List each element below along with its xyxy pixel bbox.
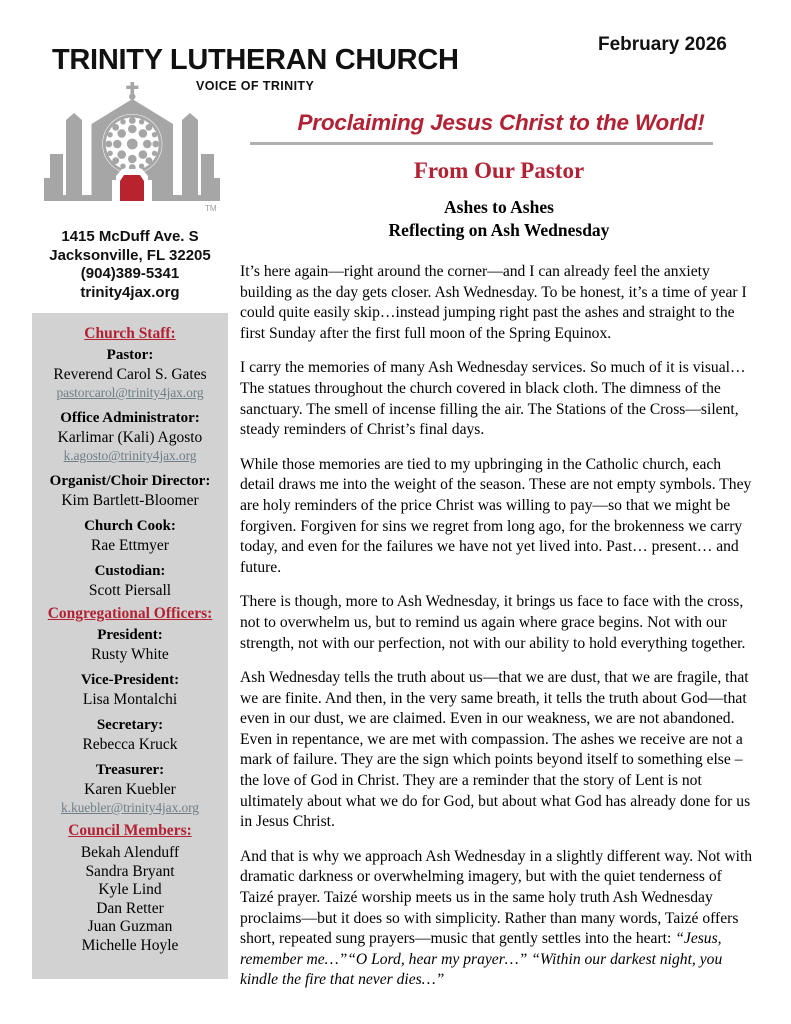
final-paragraph-quotes: “Jesus, remember me…”“O Lord, hear my prayer…” “Within our darkest night, you kindle the fire that never dies…” xyxy=(240,930,723,989)
article-title xyxy=(240,196,758,242)
main-article-column xyxy=(240,110,758,991)
article-paragraph: I carry the memories of many Ash Wednesday services. So much of it is visual…The statues throughout the church covered in black cloth. The dimness of the sanctuary. The smell of incense filling the air. The Stations of the Cross—silent, steady reminders of Christ’s final days. xyxy=(240,359,746,439)
issue-date: February 2026 xyxy=(598,34,727,55)
staff-name-pastor: Reverend Carol S. Gates xyxy=(53,366,207,383)
article-paragraph: Ash Wednesday tells the truth about us—that we are dust, that we are fragile, that we are finite. And then, in the very same breath, it tells the truth about God—that even in our dust, we are claimed. Even in our weakness, we are not abandoned. Even in repentance, we are met with compassion. The ashes we receive are not a mark of failure. They are the sign which points beyond itself to something else – the love of God in Christ. They are a reminder that the story of Lent is not ultimately about what we do for God, but about what God has already done for us in Jesus Christ. xyxy=(240,669,751,831)
staff-role-church-cook: Church Cook: xyxy=(84,518,176,534)
church-motto-banner: Proclaiming Jesus Christ to the World! xyxy=(297,110,705,135)
staff-name-church-cook: Rae Ettmyer xyxy=(91,537,169,554)
sidebar-heading-congregational-officers: Congregational Officers: xyxy=(47,605,213,622)
section-title-from-our-pastor: From Our Pastor xyxy=(413,158,585,183)
officer-role-secretary: Secretary: xyxy=(96,717,164,733)
article-title-line-2: Reflecting on Ash Wednesday xyxy=(388,220,610,240)
staff-role-organist-choir-director: Organist/Choir Director: xyxy=(49,473,211,489)
article-paragraph-final xyxy=(240,847,758,991)
council-member: Kyle Lind xyxy=(98,881,162,898)
officer-role-treasurer: Treasurer: xyxy=(95,762,165,778)
article-paragraph: It’s here again—right around the corner—and I can already feel the anxiety building as the day gets closer. Ash Wednesday. To be honest, it’s a time of year I could quite easily skip…instead jumping right past the ashes and straight to the first Sunday after the first full moon of the Spring Equinox. xyxy=(240,263,747,342)
officer-role-vice-president: Vice-President: xyxy=(80,672,180,688)
staff-role-pastor: Pastor: xyxy=(106,347,154,363)
officer-role-president: President: xyxy=(97,627,163,643)
staff-email-pastor[interactable]: pastorcarol@trinity4jax.org xyxy=(56,385,204,400)
officer-email-treasurer[interactable]: k.kuebler@trinity4jax.org xyxy=(61,800,199,815)
sidebar-heading-church-staff: Church Staff: xyxy=(84,325,176,342)
church-phone: (904)389-5341 xyxy=(80,265,180,282)
staff-name-office-administrator: Karlimar (Kali) Agosto xyxy=(57,429,203,446)
church-website[interactable]: trinity4jax.org xyxy=(80,283,180,301)
council-member: Dan Retter xyxy=(96,899,164,917)
council-member: Sandra Bryant xyxy=(85,862,175,880)
staff-directory-sidebar xyxy=(32,313,228,979)
officer-name-vice-president: Lisa Montalchi xyxy=(82,691,178,708)
church-name-title: TRINITY LUTHERAN CHURCH xyxy=(52,44,459,76)
article-paragraph: While those memories are tied to my upbringing in the Catholic church, each detail draws me into the weight of the season. These are not empty symbols. They are holy reminders of the price Christ was willing to pay—so that we might be forgiven. Forgiven for sins we regret from long ago, for the brokenness we carry today, and even for the failures we have not yet lived into. Past… present… and future. xyxy=(240,455,752,576)
newsletter-tagline: VOICE OF TRINITY xyxy=(196,79,315,93)
staff-name-organist-choir-director: Kim Bartlett-Bloomer xyxy=(61,492,199,509)
article-body xyxy=(240,262,758,991)
sidebar-heading-council-members: Council Members: xyxy=(68,822,192,839)
officer-name-secretary: Rebecca Kruck xyxy=(82,736,178,753)
council-member: Bekah Alenduff xyxy=(80,844,180,861)
officer-name-president: Rusty White xyxy=(91,646,169,663)
council-member: Juan Guzman xyxy=(87,918,173,935)
trademark-mark: TM xyxy=(205,204,217,213)
staff-email-office-administrator[interactable]: k.agosto@trinity4jax.org xyxy=(63,448,197,463)
article-title-line-1: Ashes to Ashes xyxy=(444,197,554,217)
council-member: Michelle Hoyle xyxy=(81,936,179,954)
address-line-1: 1415 McDuff Ave. S xyxy=(61,228,199,245)
banner-divider-rule xyxy=(250,142,713,145)
staff-role-office-administrator: Office Administrator: xyxy=(60,410,200,426)
officer-name-treasurer: Karen Kuebler xyxy=(84,781,176,798)
staff-role-custodian: Custodian: xyxy=(94,563,166,579)
church-building-icon xyxy=(44,82,224,214)
final-paragraph-lead: And that is why we approach Ash Wednesday in a slightly different way. Not with dramatic darkness or overwhelming imagery, but with the quiet tenderness of Taizé prayer. Taizé worship meets us in the same holy truth Ash Wednesday proclaims—but it does so with simplicity. Rather than many words, Taizé offers short, repeated sung prayers—music that gently settles into the heart: xyxy=(240,847,753,948)
church-address-block xyxy=(32,228,228,302)
article-paragraph: There is though, more to Ash Wednesday, it brings us face to face with the cross, not to overwhelm us, but to remind us again where grace begins. Not with our strength, not with our perfection, not with our ability to hold everything together. xyxy=(240,593,746,652)
staff-name-custodian: Scott Piersall xyxy=(88,582,172,599)
address-line-2: Jacksonville, FL 32205 xyxy=(49,246,211,264)
